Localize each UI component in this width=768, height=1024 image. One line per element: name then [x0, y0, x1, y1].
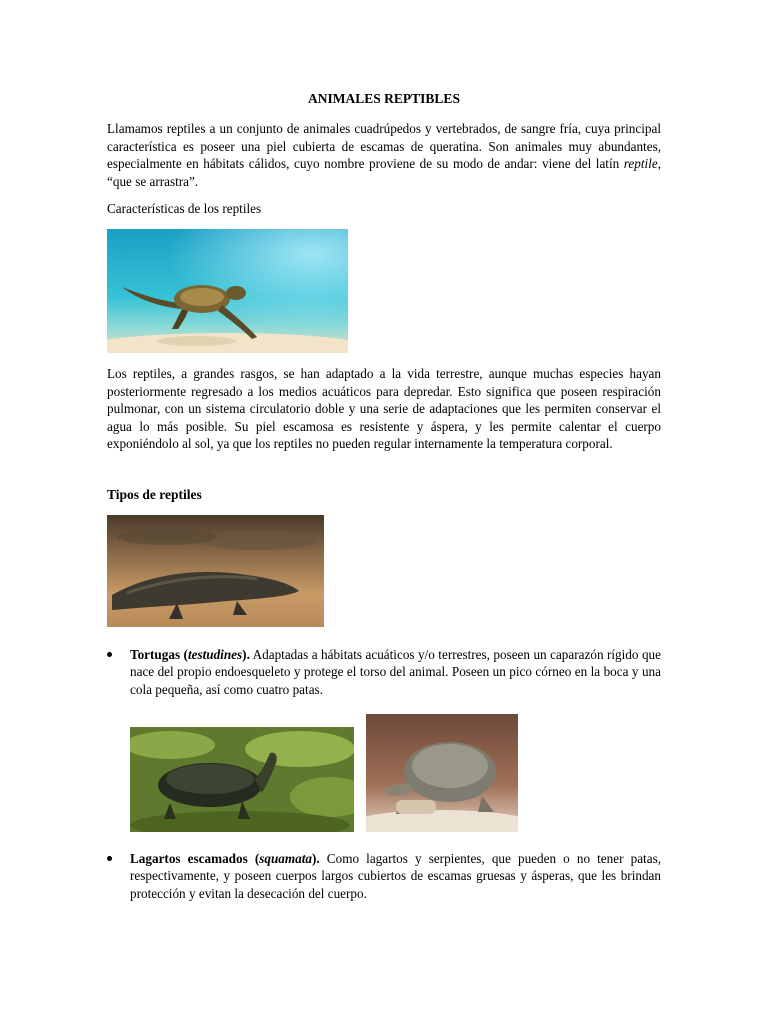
types-heading: Tipos de reptiles: [107, 487, 202, 502]
bullet-term: Tortugas: [130, 647, 181, 662]
list-item-squamata: [107, 850, 661, 902]
bullet-text: [130, 850, 661, 902]
intro-paragraph: [107, 120, 661, 190]
bullet-paren-open: (: [180, 647, 188, 662]
bullet-icon: [107, 856, 112, 861]
bullet-description: Como lagartos y serpientes, que pueden o no tener patas, respectivamente, y poseen cuerpos largos cubiertos de escamas gruesas y ásperas, que les brindan protección y evitan la desecación del cuerpo.: [130, 851, 661, 901]
bullet-scientific-name: squamata: [259, 851, 312, 866]
bullet-icon: [107, 652, 112, 657]
document-title: ANIMALES REPTIBLES: [308, 91, 460, 106]
intro-text-b: , “que se arrastra”.: [107, 156, 661, 189]
reptile-description-paragraph: Los reptiles, a grandes rasgos, se han adaptado a la vida terrestre, aunque muchas especies hayan posteriormente regresado a los medios acuáticos para depredar. Esto significa que poseen respiración pulmonar, con un sistema circulatorio doble y una serie de adaptaciones que les permiten conservar el agua lo más posible. Su piel escamosa es resistente y áspera, y les permite calentar el cuerpo exponiéndolo al sol, ya que los reptiles no pueden regular internamente la temperatura corporal.: [107, 366, 661, 452]
characteristics-subheading: Características de los reptiles: [107, 201, 262, 216]
bullet-scientific-name: testudines: [187, 647, 243, 662]
bullet-text: [130, 646, 661, 698]
tortoise-image: [366, 714, 518, 832]
sea-turtle-image: [107, 229, 348, 353]
intro-text-a: Llamamos reptiles a un conjunto de animales cuadrúpedos y vertebrados, de sangre fría, cuya principal característica es poseer una piel cubierta de escamas de queratina. Son animales muy abundantes, especialmente en hábitats cálidos, cuyo nombre proviene de su modo de andar: viene del latín: [107, 121, 661, 172]
bullet-paren-close: ).: [242, 647, 250, 662]
intro-italic-term: reptile: [623, 156, 658, 172]
bullet-paren-close: ).: [312, 851, 320, 866]
crocodile-image: [107, 515, 324, 627]
pond-turtle-image: [130, 727, 354, 832]
bullet-term: Lagartos escamados: [130, 851, 248, 866]
bullet-paren-open: (: [247, 851, 260, 866]
list-item-turtles: [107, 646, 661, 698]
bullet-description: Adaptadas a hábitats acuáticos y/o terrestres, poseen un caparazón rígido que nace del propio endoesqueleto y protege el torso del animal. Poseen un pico córneo en la boca y una cola pequeña, así como cuatro patas.: [130, 647, 661, 697]
